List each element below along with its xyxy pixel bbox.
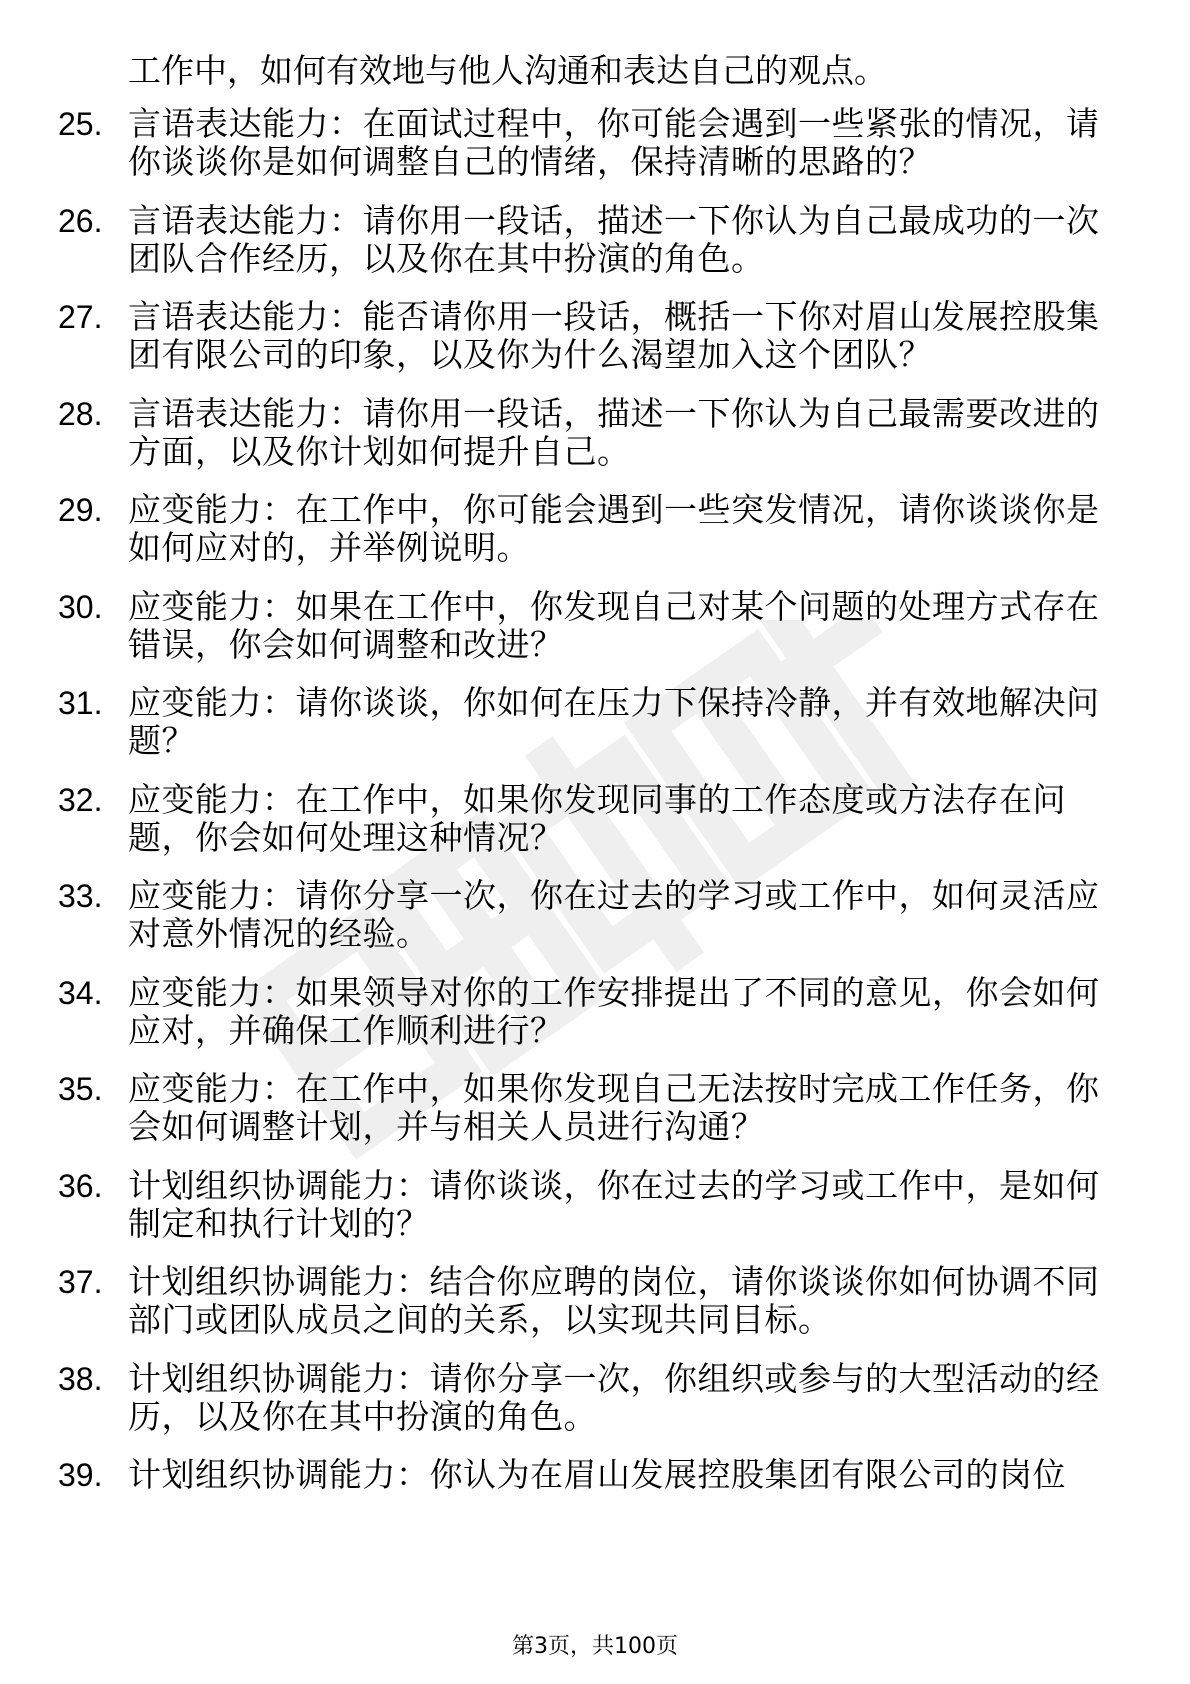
question-number: 38. (58, 1361, 103, 1397)
question-number: 31. (58, 685, 103, 721)
question-text: 言语表达能力：能否请你用一段话，概括一下你对眉山发展控股集团有限公司的印象，以及你为什么渴望加入这个团队？ (128, 297, 1100, 374)
continuation-text: 工作中，如何有效地与他人沟通和表达自己的观点。 (128, 51, 887, 90)
question-text: 应变能力：请你谈谈，你如何在压力下保持冷静，并有效地解决问题？ (128, 683, 1100, 760)
question-text: 计划组织协调能力：请你分享一次，你组织或参与的大型活动的经历，以及你在其中扮演的角色。 (128, 1359, 1100, 1436)
question-text: 计划组织协调能力：你认为在眉山发展控股集团有限公司的岗位 (128, 1455, 1066, 1494)
page-footer: 第3页，共100页 (512, 1634, 678, 1659)
question-text: 计划组织协调能力：结合你应聘的岗位，请你谈谈你如何协调不同部门或团队成员之间的关系，以实现共同目标。 (128, 1262, 1100, 1339)
question-text: 言语表达能力：请你用一段话，描述一下你认为自己最成功的一次团队合作经历，以及你在其中扮演的角色。 (128, 201, 1100, 278)
question-text: 应变能力：请你分享一次，你在过去的学习或工作中，如何灵活应对意外情况的经验。 (128, 876, 1100, 953)
question-text: 言语表达能力：请你用一段话，描述一下你认为自己最需要改进的方面，以及你计划如何提升自己。 (128, 394, 1100, 471)
question-number: 28. (58, 396, 103, 432)
question-text: 言语表达能力：在面试过程中，你可能会遇到一些紧张的情况，请你谈谈你是如何调整自己的情绪，保持清晰的思路的？ (128, 104, 1100, 181)
question-number: 35. (58, 1071, 103, 1107)
question-number: 27. (58, 299, 103, 335)
question-number: 26. (58, 203, 103, 239)
question-text: 应变能力：在工作中，如果你发现同事的工作态度或方法存在问题，你会如何处理这种情况？ (128, 780, 1066, 857)
question-number: 30. (58, 589, 103, 625)
question-number: 39. (58, 1457, 103, 1493)
question-number: 37. (58, 1264, 103, 1300)
question-number: 36. (58, 1168, 103, 1204)
question-text: 计划组织协调能力：请你谈谈，你在过去的学习或工作中，是如何制定和执行计划的？ (128, 1166, 1100, 1243)
question-number: 33. (58, 878, 103, 914)
question-number: 29. (58, 492, 103, 528)
question-text: 应变能力：如果在工作中，你发现自己对某个问题的处理方式存在错误，你会如何调整和改进？ (128, 587, 1100, 664)
question-text: 应变能力：在工作中，如果你发现自己无法按时完成工作任务，你会如何调整计划，并与相关人员进行沟通？ (128, 1069, 1100, 1146)
question-number: 32. (58, 782, 103, 818)
question-text: 应变能力：如果领导对你的工作安排提出了不同的意见，你会如何应对，并确保工作顺利进行？ (128, 973, 1100, 1050)
question-text: 应变能力：在工作中，你可能会遇到一些突发情况，请你谈谈你是如何应对的，并举例说明。 (128, 490, 1100, 567)
question-number: 34. (58, 975, 103, 1011)
question-number: 25. (58, 106, 103, 142)
